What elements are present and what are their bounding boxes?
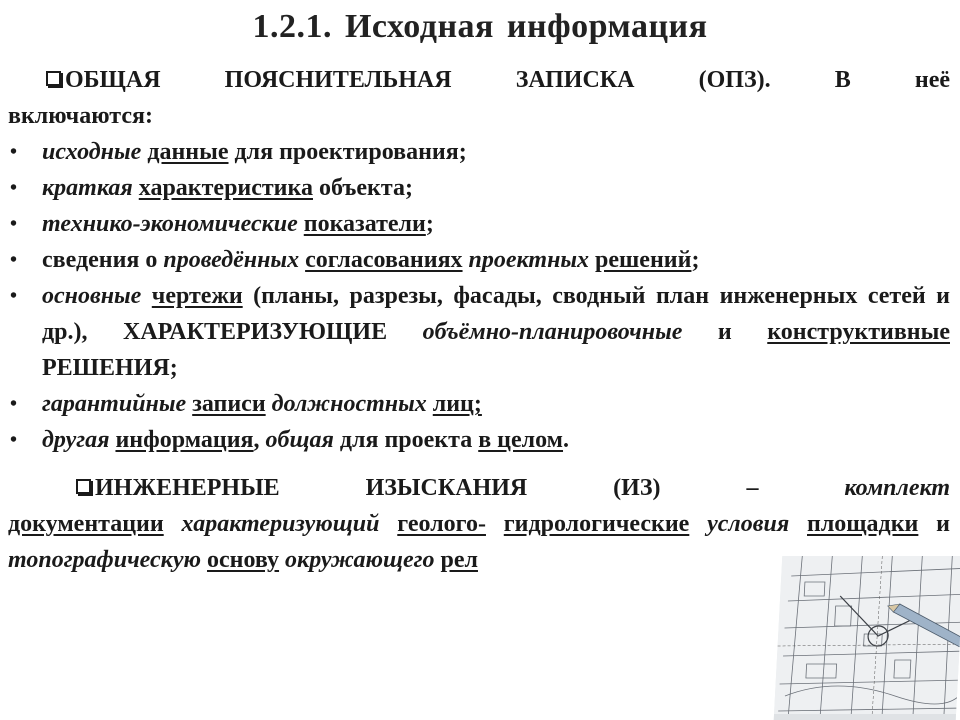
list-item-run: характеристика bbox=[138, 175, 313, 201]
iz-body-run: основу bbox=[207, 547, 280, 573]
list-item-run: исходные bbox=[42, 139, 148, 165]
checkbox-square-icon bbox=[46, 71, 61, 86]
list-item-run: решений bbox=[595, 247, 692, 273]
section-opz-heading-w5: неё bbox=[914, 67, 950, 93]
section-iz-heading-w2: (ИЗ) bbox=[613, 475, 661, 501]
list-item bbox=[8, 278, 950, 386]
iz-body-run: документации bbox=[8, 511, 164, 537]
list-item bbox=[8, 170, 950, 206]
list-item-run: для проектирования; bbox=[228, 139, 467, 165]
iz-body-run: условия bbox=[689, 511, 807, 537]
list-item-run: ; bbox=[425, 211, 434, 237]
list-item-run: другая bbox=[42, 427, 116, 453]
section-opz-heading-w4: В bbox=[834, 67, 851, 93]
list-item-run: и bbox=[682, 319, 768, 345]
list-item-run: проектных bbox=[462, 247, 596, 273]
list-item-run: данные bbox=[147, 139, 229, 165]
list-item-run: согласованиях bbox=[305, 247, 463, 273]
list-item-run: . bbox=[563, 427, 570, 453]
list-item-run: (планы, разрезы, фасады, сводный план инженерных сетей и др.), ХАРАКТЕРИЗУЮЩИЕ bbox=[42, 283, 950, 345]
list-item-run: должностных bbox=[265, 391, 433, 417]
slide-title: 1.2.1. Исходная информация bbox=[252, 8, 708, 45]
list-item-run: сведения о bbox=[42, 247, 164, 273]
iz-body-run: характеризующий bbox=[163, 511, 398, 537]
section-iz-heading-w3: – bbox=[746, 475, 759, 501]
list-item-run: основные bbox=[42, 283, 152, 309]
list-item bbox=[8, 242, 950, 278]
list-item-run: краткая bbox=[42, 175, 139, 201]
list-item bbox=[8, 134, 950, 170]
section-opz-heading-w2: ЗАПИСКА bbox=[515, 67, 635, 93]
list-item-run: ; bbox=[691, 247, 700, 273]
iz-body-run: гидрологические bbox=[503, 511, 690, 537]
list-item-run: объекта; bbox=[312, 175, 413, 201]
section-iz-heading-w1: ИЗЫСКАНИЯ bbox=[365, 475, 528, 501]
list-item-run: проведённых bbox=[163, 247, 306, 273]
opz-list bbox=[8, 134, 950, 458]
list-item-run: информация bbox=[115, 427, 254, 453]
section-opz-heading bbox=[8, 62, 950, 98]
iz-body-run: геолого- bbox=[397, 511, 486, 537]
section-iz-heading bbox=[8, 470, 950, 506]
list-item-run: технико-экономические bbox=[42, 211, 304, 237]
list-item-run: лиц; bbox=[432, 391, 482, 417]
list-item-run: показатели bbox=[303, 211, 426, 237]
iz-body-run: и bbox=[918, 511, 950, 537]
list-item-run: записи bbox=[192, 391, 266, 417]
list-item-run: конструктивные bbox=[767, 319, 950, 345]
iz-body-run: рел bbox=[440, 547, 478, 573]
section-opz-heading-cont: включаются: bbox=[8, 103, 153, 129]
section-opz-heading-w3: (ОПЗ). bbox=[698, 67, 771, 93]
section-iz-heading-w4: комплект bbox=[844, 475, 950, 501]
section-opz-heading-w0: ОБЩАЯ bbox=[46, 62, 161, 98]
list-item-run: РЕШЕНИЯ; bbox=[42, 355, 178, 381]
iz-body-run bbox=[486, 511, 504, 537]
slide-content bbox=[8, 62, 950, 578]
iz-body-run: топографическую bbox=[8, 547, 208, 573]
list-item-run: объёмно-планировочные bbox=[422, 319, 683, 345]
list-item bbox=[8, 422, 950, 458]
section-opz bbox=[8, 62, 950, 458]
list-item bbox=[8, 206, 950, 242]
blueprint-with-pencil-icon bbox=[774, 556, 960, 720]
list-item-run: чертежи bbox=[151, 283, 243, 309]
list-item-run: общая bbox=[265, 427, 340, 453]
iz-body-run: площадки bbox=[807, 511, 919, 537]
list-item-run: в целом bbox=[478, 427, 564, 453]
checkbox-square-icon bbox=[76, 479, 91, 494]
list-item-run: для проекта bbox=[339, 427, 479, 453]
list-item bbox=[8, 386, 950, 422]
section-opz-heading-w1: ПОЯСНИТЕЛЬНАЯ bbox=[224, 67, 452, 93]
list-item-run: , bbox=[253, 427, 266, 453]
iz-body-run: окружающего bbox=[279, 547, 441, 573]
list-item-run: гарантийные bbox=[42, 391, 193, 417]
blueprint-drawing bbox=[774, 556, 960, 720]
section-iz-heading-w0: ИНЖЕНЕРНЫЕ bbox=[76, 470, 280, 506]
